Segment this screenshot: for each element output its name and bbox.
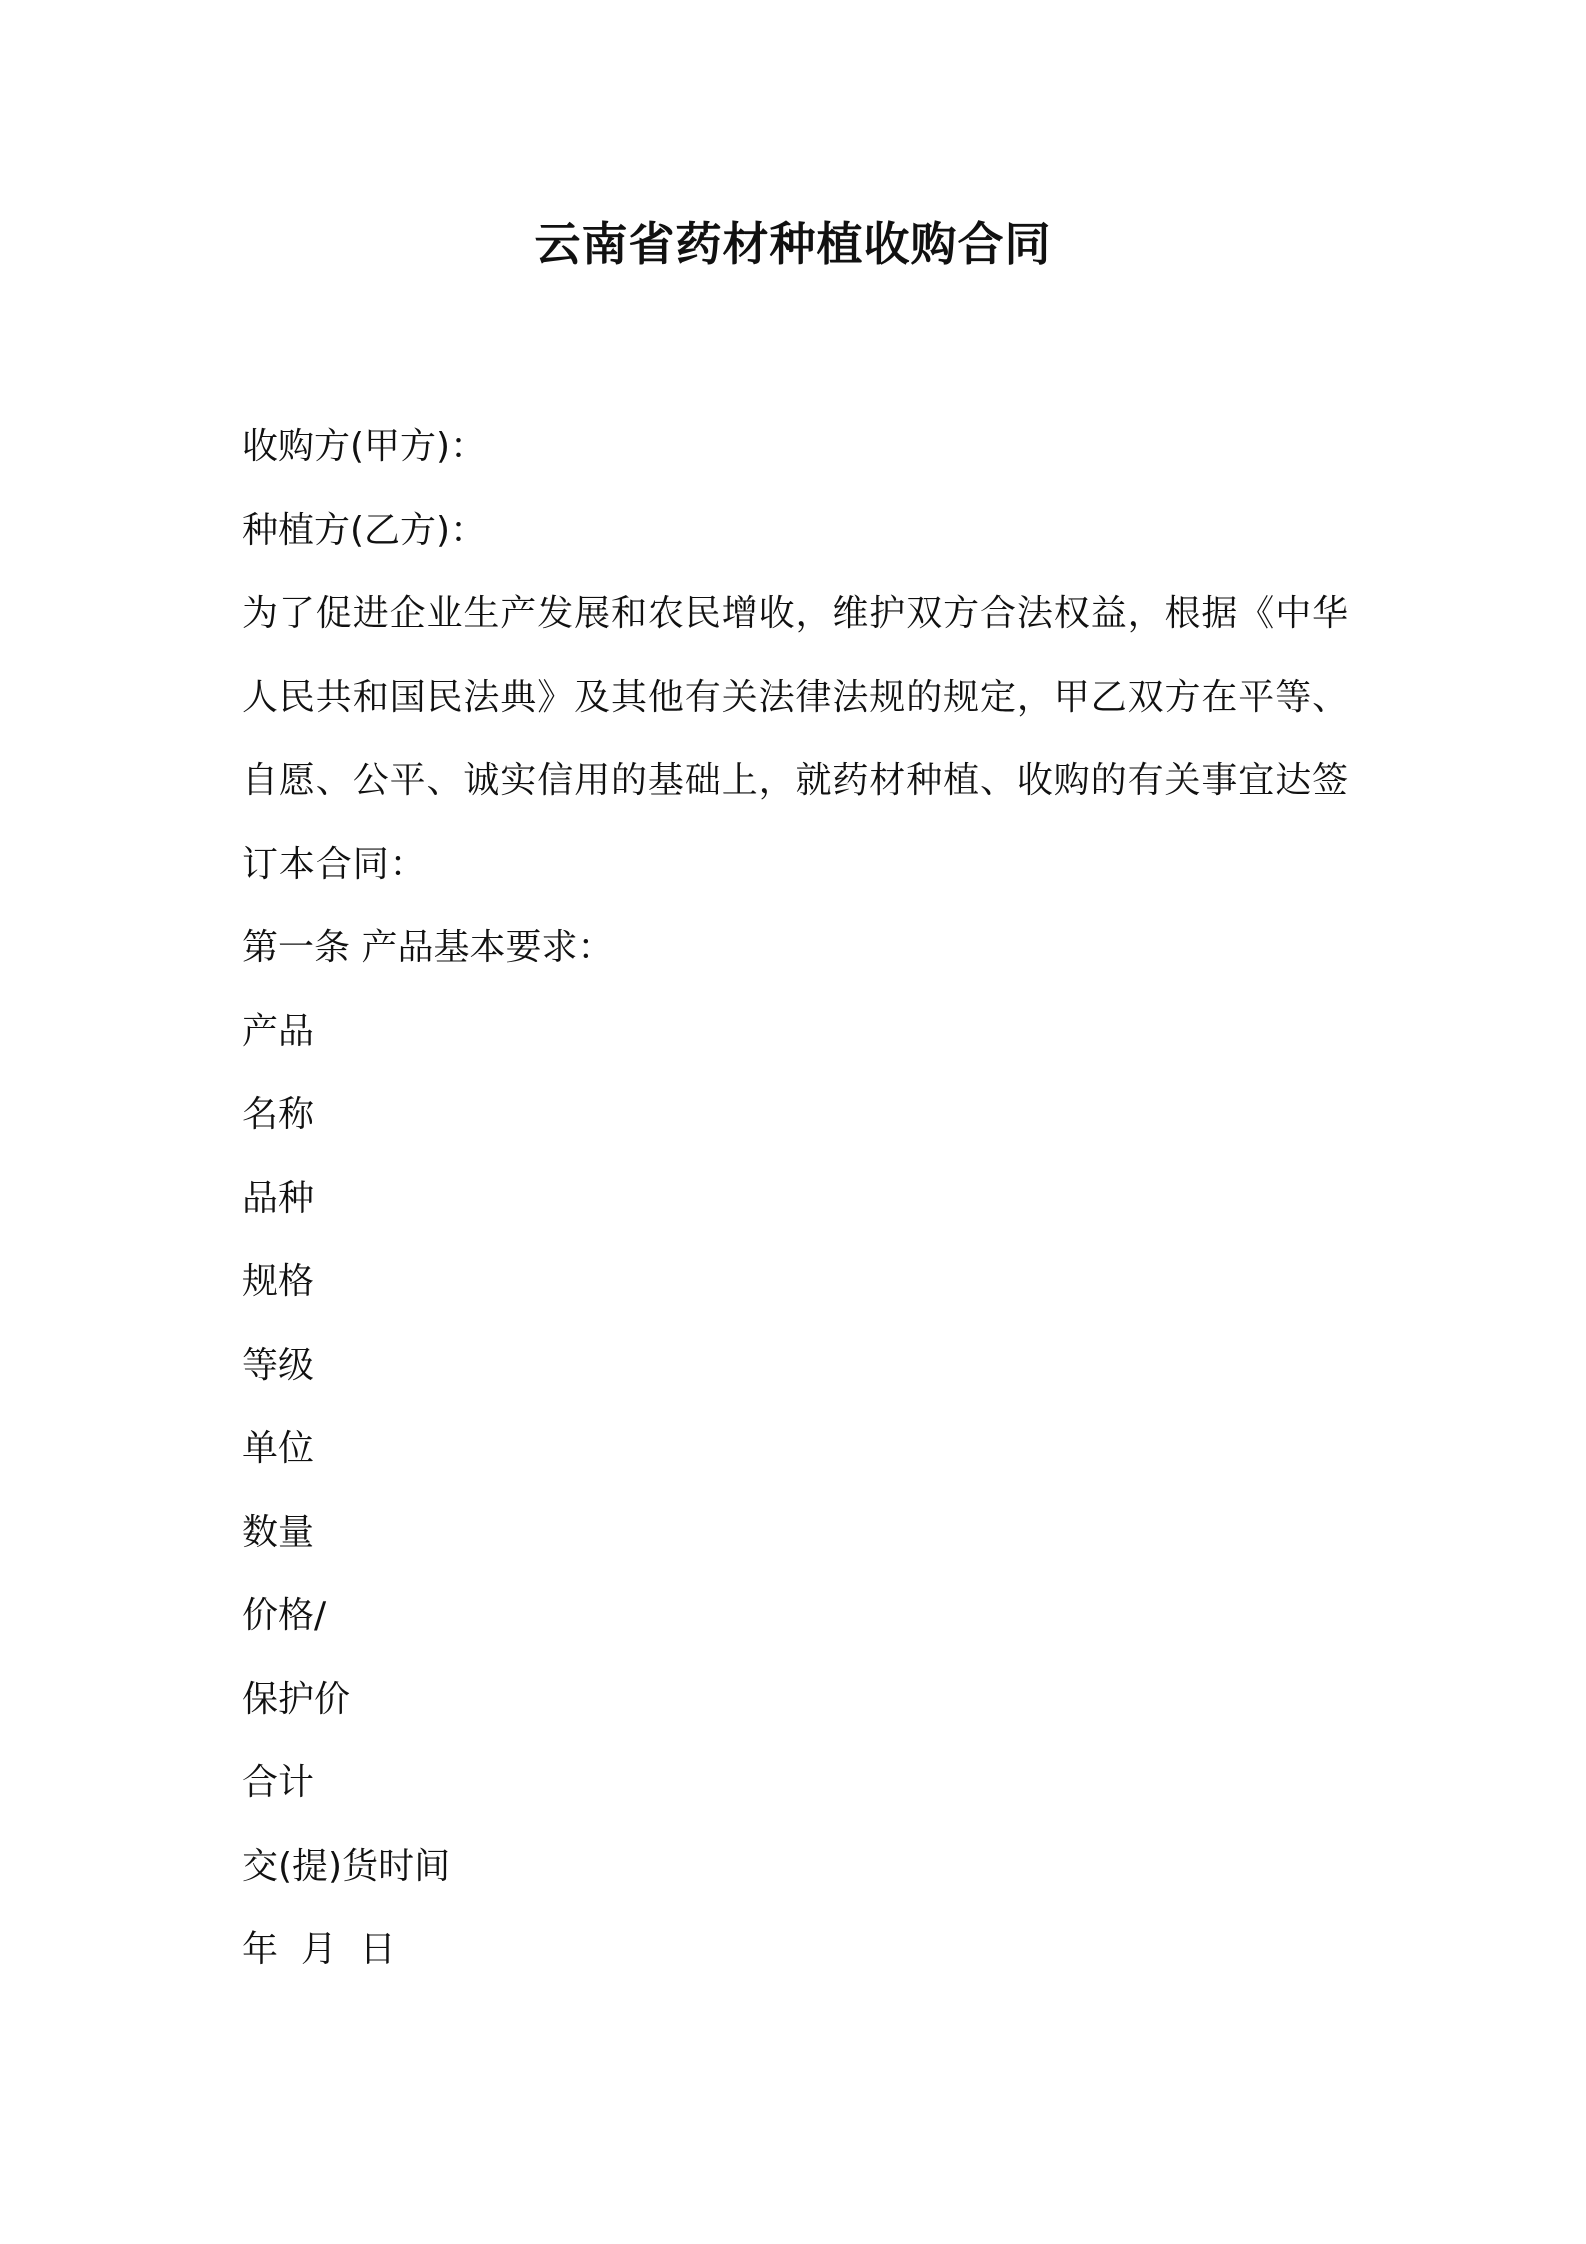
- preamble-line: 人民共和国民法典》及其他有关法律法规的规定，甲乙双方在平等、: [242, 676, 1350, 718]
- product-field-label: 等级: [242, 1344, 315, 1386]
- product-field-label: 价格/: [242, 1595, 327, 1636]
- preamble-paragraph: [242, 572, 1362, 906]
- grower-party-label: 种植方(乙方)：: [242, 509, 487, 551]
- product-field-label: 品种: [242, 1177, 315, 1219]
- preamble-line: 订本合同：: [242, 843, 427, 885]
- buyer-party-label: 收购方(甲方)：: [242, 426, 487, 467]
- delivery-date-line: 年 月 日: [242, 1929, 396, 1970]
- preamble-line: 自愿、公平、诚实信用的基础上，就药材种植、收购的有关事宜达签: [242, 760, 1350, 801]
- product-field-label: 数量: [242, 1511, 315, 1553]
- product-field-label: 名称: [242, 1094, 315, 1135]
- product-field-label: 规格: [242, 1261, 315, 1302]
- product-field-label: 单位: [242, 1428, 315, 1469]
- document-body: [242, 405, 1362, 1992]
- product-field-label: 交(提)货时间: [242, 1845, 451, 1887]
- article-1-heading: 第一条 产品基本要求：: [242, 927, 614, 968]
- document-title: 云南省药材种植收购合同: [534, 217, 1052, 271]
- product-field-label: 保护价: [242, 1678, 351, 1720]
- product-field-label: 合计: [242, 1762, 315, 1803]
- preamble-line: 为了促进企业生产发展和农民增收，维护双方合法权益，根据《中华: [242, 593, 1350, 634]
- product-field-label: 产品: [242, 1010, 315, 1052]
